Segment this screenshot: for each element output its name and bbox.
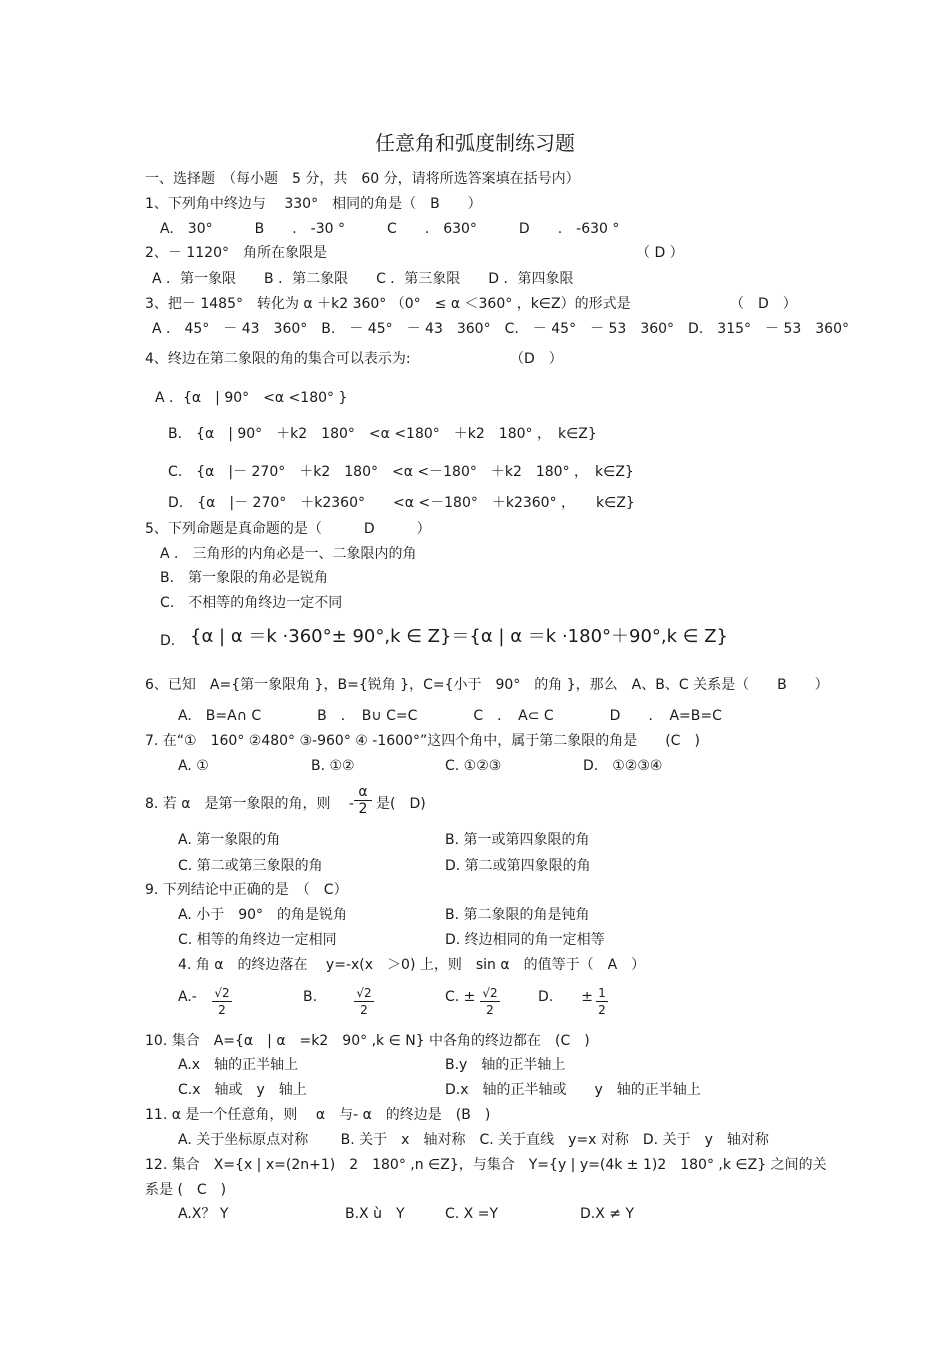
question-7-option-a: A. ① bbox=[178, 758, 209, 774]
question-2-answer: （ D ） bbox=[636, 245, 684, 261]
question-5: 5、下列命题是真命题的是（ D ） bbox=[145, 521, 431, 537]
sin-option-d-label: D. ± bbox=[538, 989, 593, 1005]
question-3-options: A ． 45° － 43 360° B. － 45° － 43 360° C. － 45° － 53 360° D. 315° － 53 360° bbox=[152, 321, 849, 337]
question-5-option-a: A ． 三角形的内角必是一、二象限内的角 bbox=[160, 546, 417, 562]
question-4-option-b: B. {α | 90° ＋k2 180° <α <180° ＋k2 180° ， k∈Z} bbox=[168, 426, 597, 442]
question-1-options: A. 30° B . -30 ° C . 630° D . -630 ° bbox=[160, 221, 620, 237]
fraction-denominator: 2 bbox=[598, 1003, 606, 1017]
question-9-option-a: A. 小于 90° 的角是锐角 bbox=[178, 907, 348, 923]
question-6-options: A. B=A∩ C B ． B∪ C=C C ． A⊂ C D ． A=B=C bbox=[178, 708, 722, 724]
question-3-answer: （ D ） bbox=[730, 296, 797, 312]
question-8: 8. 若 α 是第一象限的角，则 - bbox=[145, 796, 354, 812]
fraction-numerator: α bbox=[354, 784, 372, 801]
fraction-numerator: √2 bbox=[354, 985, 374, 1002]
sin-option-c-fraction bbox=[480, 985, 500, 1018]
question-9: 9. 下列结论中正确的是 （ C） bbox=[145, 882, 348, 898]
sin-option-c-label: C. ± bbox=[445, 989, 476, 1005]
question-10-option-b: B.y 轴的正半轴上 bbox=[445, 1057, 566, 1073]
question-5-option-d-formula: {α | α ＝k ·360°± 90°,k ∈ Z}＝{α | α ＝k ·180°＋90°,k ∈ Z} bbox=[190, 626, 728, 647]
question-5-option-c: C. 不相等的角终边一定不同 bbox=[160, 595, 343, 611]
question-4-option-a: A ．{α | 90° <α <180° } bbox=[155, 390, 348, 406]
fraction-denominator: 2 bbox=[360, 1003, 368, 1017]
fraction-numerator: √2 bbox=[480, 985, 500, 1002]
question-10-option-d: D.x 轴的正半轴或 y 轴的正半轴上 bbox=[445, 1082, 701, 1098]
question-7: 7. 在“① 160° ②480° ③-960° ④ -1600°”这四个角中，属于第二象限的角是 (C ) bbox=[145, 733, 700, 749]
question-11: 11. α 是一个任意角，则 α 与- α 的终边是 (B ) bbox=[145, 1107, 491, 1123]
fraction-numerator: 1 bbox=[596, 985, 608, 1002]
question-12-option-b: B.X ù Y bbox=[345, 1206, 405, 1222]
question-1: 1、下列角中终边与 330° 相同的角是（ B ） bbox=[145, 196, 482, 212]
section-heading: 一、选择题 （每小题 5 分，共 60 分，请将所选答案填在括号内） bbox=[145, 171, 580, 187]
question-7-option-d: D. ①②③④ bbox=[583, 758, 663, 774]
question-4: 4、终边在第二象限的角的集合可以表示为: bbox=[145, 351, 411, 367]
question-9-option-c: C. 相等的角终边一定相同 bbox=[178, 932, 337, 948]
question-4-option-d: D. {α |－ 270° ＋k2360° <α <－180° ＋k2360° ， k∈Z} bbox=[168, 495, 635, 511]
question-9-option-b: B. 第二象限的角是钝角 bbox=[445, 907, 590, 923]
question-8-option-d: D. 第二或第四象限的角 bbox=[445, 858, 591, 874]
sin-option-a-fraction bbox=[212, 985, 232, 1018]
question-5-option-b: B. 第一象限的角必是锐角 bbox=[160, 570, 329, 586]
sin-option-b-fraction bbox=[354, 985, 374, 1018]
question-3: 3、把－ 1485° 转化为 α ＋k2 360° （0° ≤ α ＜360° ，k∈Z）的形式是 bbox=[145, 296, 631, 312]
question-10: 10. 集合 A={α | α =k2 90° ,k ∈ N} 中各角的终边都在 (C ) bbox=[145, 1033, 590, 1049]
question-8-option-b: B. 第一或第四象限的角 bbox=[445, 832, 590, 848]
question-12-option-d: D.X ≠ Y bbox=[580, 1206, 635, 1222]
fraction-denominator: 2 bbox=[358, 801, 368, 817]
sin-option-d-fraction bbox=[596, 985, 608, 1018]
sin-option-b-label: B. bbox=[303, 989, 318, 1005]
question-5-option-d-label: D. bbox=[160, 633, 176, 649]
question-2-options: A ．第一象限 B ．第二象限 C ．第三象限 D ．第四象限 bbox=[152, 271, 574, 287]
fraction-numerator: √2 bbox=[212, 985, 232, 1002]
fraction-denominator: 2 bbox=[486, 1003, 494, 1017]
question-12-continued: 系是 ( C ) bbox=[145, 1182, 227, 1198]
question-8-option-c: C. 第二或第三象限的角 bbox=[178, 858, 323, 874]
question-10-option-a: A.x 轴的正半轴上 bbox=[178, 1057, 299, 1073]
question-4-option-c: C. {α |－ 270° ＋k2 180° <α <－180° ＋k2 180° ， k∈Z} bbox=[168, 464, 634, 480]
question-11-options: A. 关于坐标原点对称 B. 关于 x 轴对称 C. 关于直线 y=x 对称 D. 关于 y 轴对称 bbox=[178, 1132, 769, 1148]
question-12-option-c: C. X =Y bbox=[445, 1206, 498, 1222]
question-9-option-d: D. 终边相同的角一定相等 bbox=[445, 932, 605, 948]
fraction-denominator: 2 bbox=[218, 1003, 226, 1017]
question-12: 12. 集合 X={x | x=(2n+1) 2 180° ,n ∈Z}，与集合 Y={y | y=(4k ± 1)2 180° ,k ∈Z} 之间的关 bbox=[145, 1157, 827, 1173]
question-8-tail: 是( D) bbox=[376, 796, 426, 812]
question-10-option-c: C.x 轴或 y 轴上 bbox=[178, 1082, 307, 1098]
question-4-answer: （D ） bbox=[510, 351, 563, 367]
question-12-option-a: A.X？ Y bbox=[178, 1206, 229, 1222]
alpha-over-2-fraction bbox=[354, 784, 372, 817]
sin-option-a-label: A.- bbox=[178, 989, 197, 1005]
question-2: 2、－ 1120° 角所在象限是 bbox=[145, 245, 327, 261]
question-8-option-a: A. 第一象限的角 bbox=[178, 832, 281, 848]
page-title: 任意角和弧度制练习题 bbox=[375, 131, 575, 155]
question-sin-alpha: 4. 角 α 的终边落在 y=-x(x ＞0) 上，则 sin α 的值等于（ A ） bbox=[178, 957, 646, 973]
question-6: 6、已知 A={第一象限角 }，B={锐角 }，C={小于 90° 的角 }，那么 A、B、C 关系是（ B ） bbox=[145, 677, 829, 693]
question-7-option-c: C. ①②③ bbox=[445, 758, 502, 774]
question-7-option-b: B. ①② bbox=[311, 758, 355, 774]
